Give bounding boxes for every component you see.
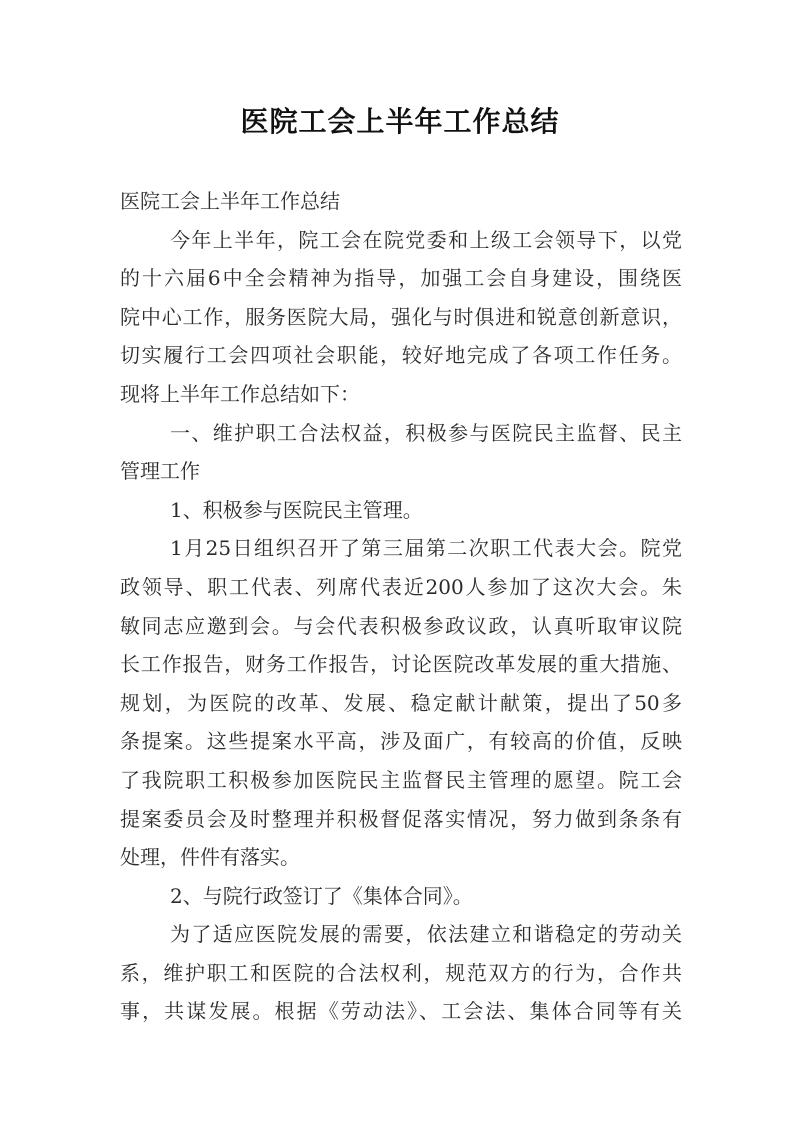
text-line: 管理工作: [120, 459, 200, 484]
text-line: 医院工会上半年工作总结: [120, 189, 340, 213]
text-line: 院中心工作，服务医院大局，强化与时俱进和锐意创新意识，: [120, 304, 682, 329]
text-line: 为了适应医院发展的需要，依法建立和谐稳定的劳动关: [170, 922, 682, 947]
text-line: 敏同志应邀到会。与会代表积极参政议政，认真听取审议院: [120, 613, 682, 638]
text-line: 政领导、职工代表、列席代表近200人参加了这次大会。朱: [120, 574, 682, 599]
text-line: 提案委员会及时整理并积极督促落实情况，努力做到条条有: [120, 806, 682, 831]
document-title: 医院工会上半年工作总结: [240, 105, 560, 138]
text-line: 的十六届6中全会精神为指导，加强工会自身建设，围绕医: [120, 266, 682, 291]
text-line: 2、与院行政签订了《集体合同》。: [170, 883, 473, 908]
text-line: 条提案。这些提案水平高，涉及面广，有较高的价值，反映: [120, 729, 682, 754]
text-line: 事，共谋发展。根据《劳动法》、工会法、集体合同等有关: [120, 999, 682, 1024]
text-line: 一、维护职工合法权益，积极参与医院民主监督、民主: [170, 420, 682, 445]
text-line: 1、积极参与医院民主管理。: [170, 497, 423, 522]
text-line: 今年上半年，院工会在院党委和上级工会领导下，以党: [170, 227, 682, 252]
document-body: [120, 182, 682, 1031]
text-line: 规划，为医院的改革、发展、稳定献计献策，提出了50多: [120, 690, 682, 715]
text-line: 了我院职工积极参加医院民主监督民主管理的愿望。院工会: [120, 767, 682, 792]
text-line: 处理，件件有落实。: [120, 845, 300, 870]
text-line: 现将上半年工作总结如下：: [120, 381, 360, 406]
text-line: 长工作报告，财务工作报告，讨论医院改革发展的重大措施、: [120, 652, 682, 677]
text-line: 系，维护职工和医院的合法权利，规范双方的行为，合作共: [120, 960, 682, 985]
text-line: 切实履行工会四项社会职能，较好地完成了各项工作任务。: [120, 343, 682, 368]
text-line: 1月25日组织召开了第三届第二次职工代表大会。院党: [170, 536, 682, 561]
